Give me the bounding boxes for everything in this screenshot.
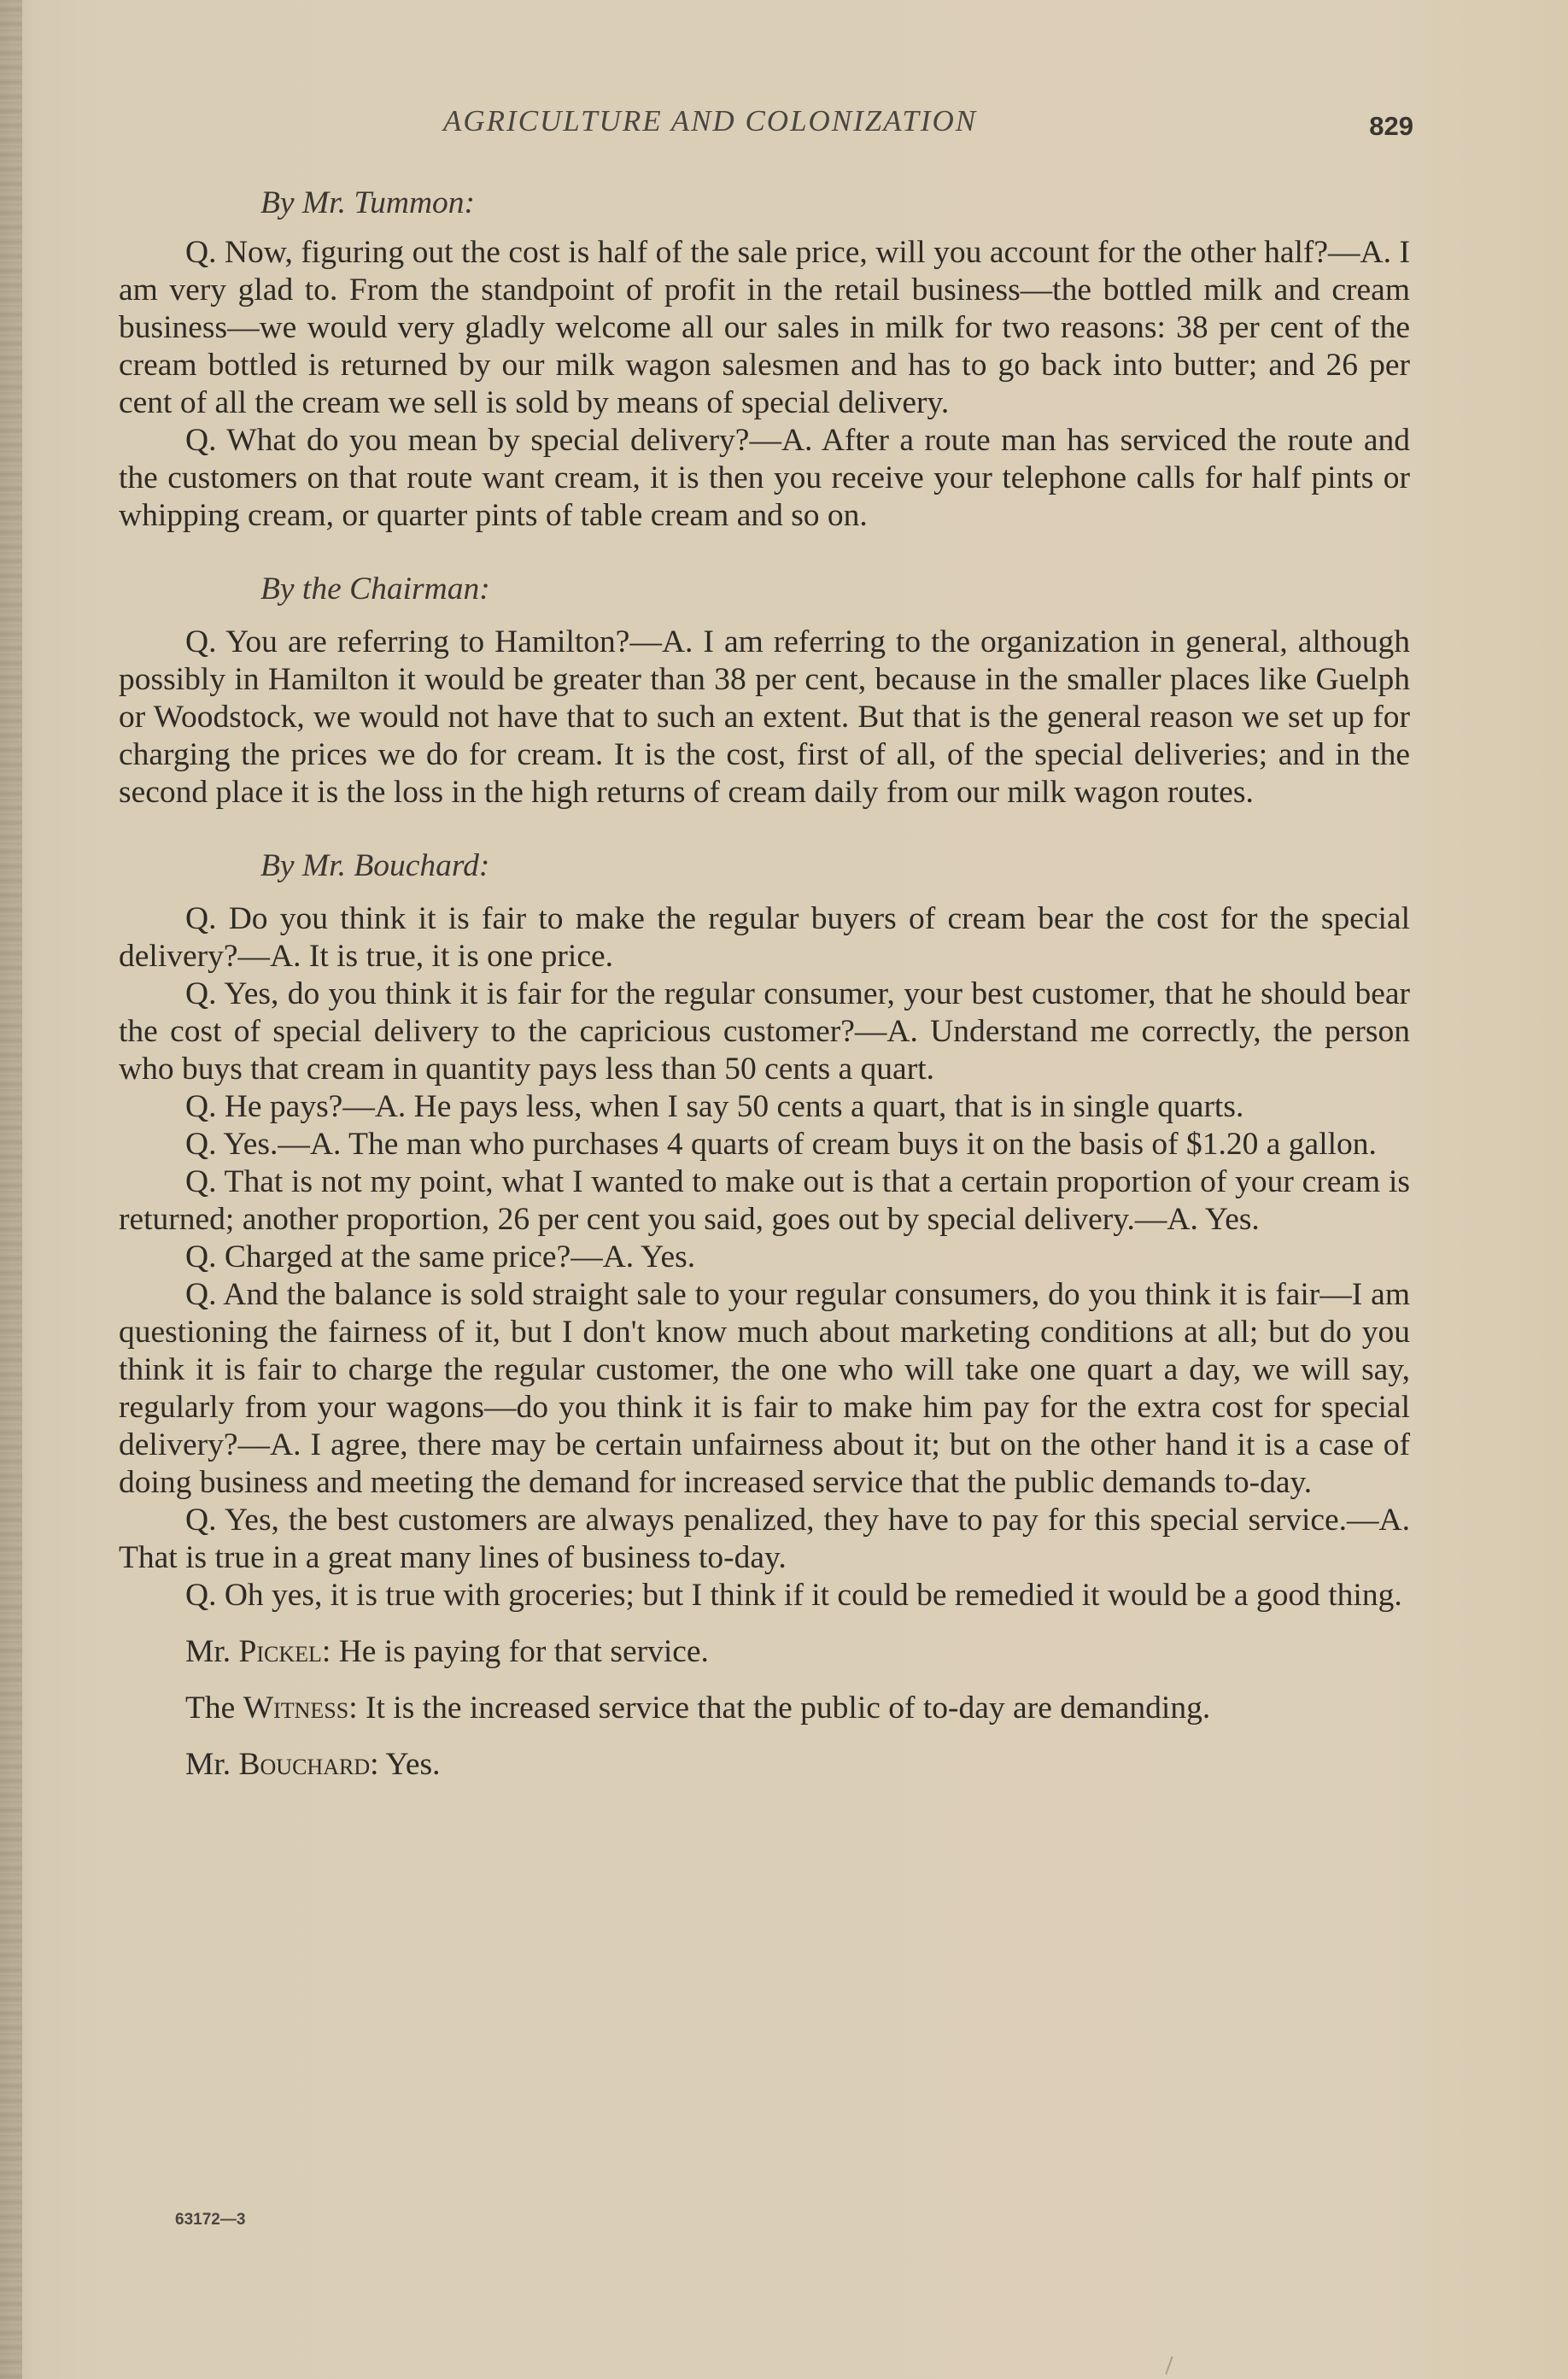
testimony-paragraph: Q. Now, figuring out the cost is half of the sale price, will you account for the other half?—A. I am very glad to. From the standpoint of profit in the retail business—the bottled milk and cream business—we would very gladly welcome all our sales in milk for two reasons: 38 per cent of the cream bottled is returned by our milk wagon salesmen and has to go back into butter; and 26 per cent of all the cream we sell is sold by means of special delivery. <box>119 235 1410 420</box>
speaker-name: Pickel <box>238 1634 322 1669</box>
speaker-prefix: The <box>185 1690 236 1726</box>
dialogue-text: He is paying for that service. <box>338 1634 709 1669</box>
section-heading: By Mr. Tummon: <box>260 185 476 220</box>
testimony-paragraph: Q. Charged at the same price?—A. Yes. <box>185 1239 696 1274</box>
speaker-name: Witness <box>243 1690 349 1726</box>
testimony-paragraph: Q. And the balance is sold straight sale to your regular consumers, do you think it is fair—I am questioning the fairness of it, but I don't know much about marketing conditions at all; but do you think it is fair to charge the regular customer, the one who will take one quart a day, we will say, regularly from your wagons—do you think it is fair to make him pay for the extra cost for special delivery?—A. I agree, there may be certain unfairness about it; but on the other hand it is a case of doing business and meeting the demand for increased service that the public demands to-day. <box>119 1277 1410 1500</box>
dialogue-line: The Witness: It is the increased service that the public of to-day are demanding. <box>185 1690 1211 1726</box>
testimony-paragraph: Q. You are referring to Hamilton?—A. I am referring to the organization in general, although possibly in Hamilton it would be greater than 38 per cent, because in the smaller places like Guelph or Woodstock, we would not have that to such an extent. But that is the general reason we set up for charging the prices we do for cream. It is the cost, first of all, of the special deliveries; and in the second place it is the loss in the high returns of cream daily from our milk wagon routes. <box>119 624 1410 810</box>
section-heading: By Mr. Bouchard: <box>260 848 490 883</box>
page-number: 829 <box>1369 111 1413 141</box>
testimony-paragraph: Q. Yes, do you think it is fair for the regular consumer, your best customer, that he should bear the cost of special delivery to the capricious customer?—A. Understand me correctly, the person who buys that cream in quantity pays less than 50 cents a quart. <box>119 976 1410 1087</box>
dialogue-text: Yes. <box>385 1747 441 1782</box>
testimony-paragraph: Q. He pays?—A. He pays less, when I say 50 cents a quart, that is in single quarts. <box>185 1089 1244 1124</box>
speaker-prefix: Mr. <box>185 1634 231 1669</box>
testimony-paragraph: Q. Oh yes, it is true with groceries; but I think if it could be remedied it would be a good thing. <box>185 1578 1402 1613</box>
dialogue-line: Mr. Pickel: He is paying for that service. <box>185 1634 709 1669</box>
page-binding-edge <box>0 0 22 2379</box>
testimony-paragraph: Q. What do you mean by special delivery?—A. After a route man has serviced the route and the customers on that route want cream, it is then you receive your telephone calls for half pints or whipping cream, or quarter pints of table cream and so on. <box>119 423 1410 533</box>
page-body <box>119 103 1413 1784</box>
speaker-prefix: Mr. <box>185 1747 231 1782</box>
paper-mark <box>1165 2356 1173 2374</box>
testimony-paragraph: Q. Yes.—A. The man who purchases 4 quarts of cream buys it on the basis of $1.20 a gallon. <box>185 1127 1377 1162</box>
testimony-paragraph: Q. Do you think it is fair to make the regular buyers of cream bear the cost for the special delivery?—A. It is true, it is one price. <box>119 901 1410 974</box>
print-code: 63172—3 <box>175 2211 246 2229</box>
running-title: AGRICULTURE AND COLONIZATION <box>443 104 978 138</box>
dialogue-text: It is the increased service that the public of to-day are demanding. <box>366 1690 1211 1726</box>
speaker-name: Bouchard <box>238 1747 371 1782</box>
testimony-paragraph: Q. Yes, the best customers are always penalized, they have to pay for this special service.—A. That is true in a great many lines of business to-day. <box>119 1503 1410 1575</box>
testimony-paragraph: Q. That is not my point, what I wanted to make out is that a certain proportion of your cream is returned; another proportion, 26 per cent you said, goes out by special delivery.—A. Yes. <box>119 1164 1410 1237</box>
section-heading: By the Chairman: <box>260 571 490 606</box>
dialogue-line: Mr. Bouchard: Yes. <box>185 1747 441 1782</box>
running-header <box>119 103 1413 154</box>
